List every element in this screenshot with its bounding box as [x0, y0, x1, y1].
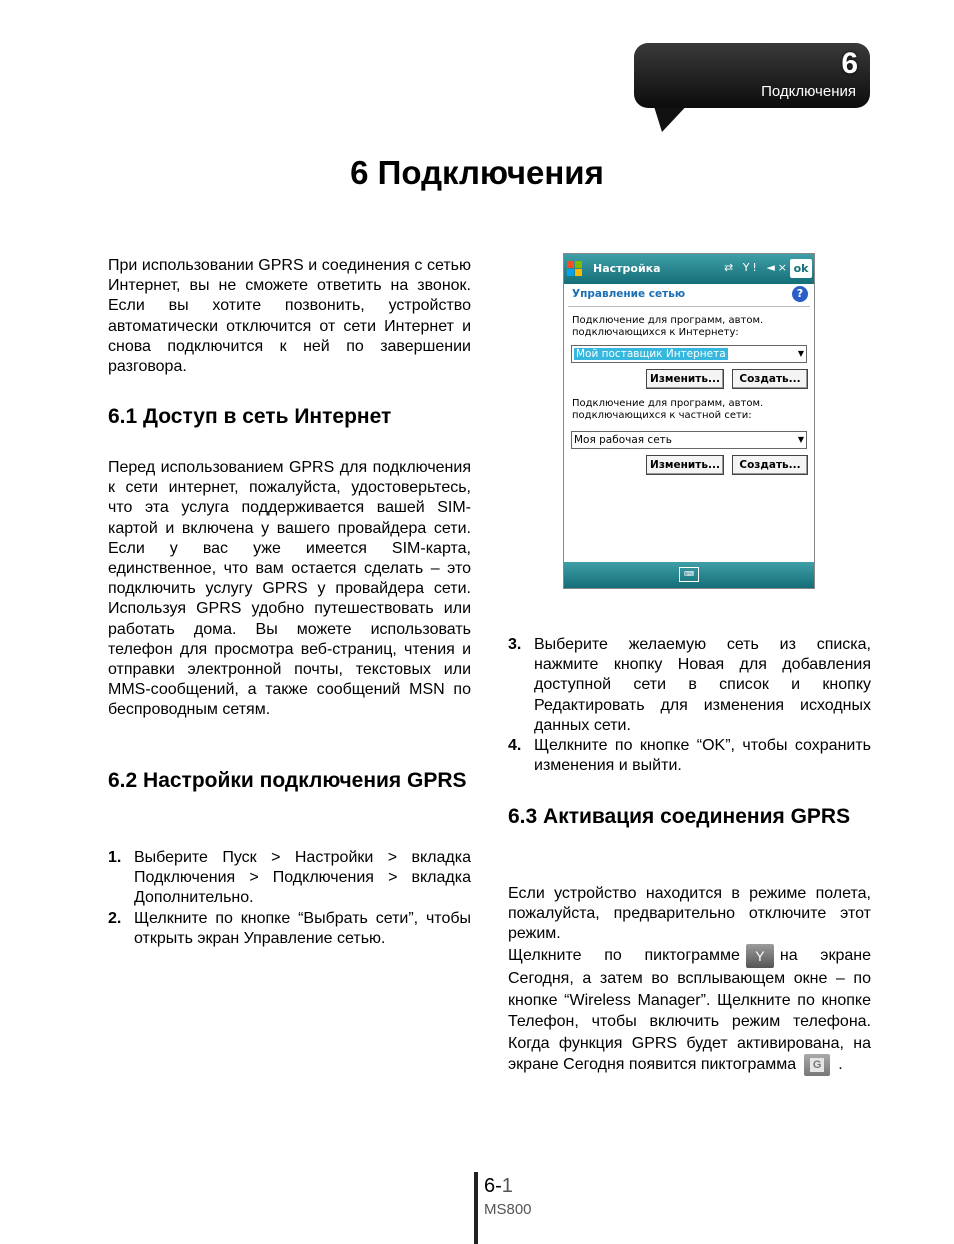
keyboard-icon[interactable]: ⌨ — [679, 567, 699, 582]
chapter-tab — [634, 43, 870, 108]
step-text: Выберите Пуск > Настройки > вкладка Подключения > Подключения > вкладка Дополнительно. — [134, 849, 471, 907]
divider — [568, 306, 810, 307]
device-screenshot — [563, 253, 815, 589]
signal-icon: Y — [746, 944, 774, 968]
device-title-bar — [564, 254, 814, 284]
steps-list-2 — [508, 635, 871, 776]
edit-button[interactable]: Изменить... — [646, 369, 724, 389]
create-button[interactable]: Создать... — [732, 369, 808, 389]
step-number: 2. — [108, 909, 122, 927]
status-icons: ⇄ Y! ◄× — [724, 261, 791, 274]
page-num: 1 — [501, 1175, 513, 1197]
private-select[interactable] — [571, 431, 807, 449]
internet-label: Подключение для программ, автом. подключающихся к Интернету: — [572, 315, 764, 338]
list-item — [508, 635, 871, 736]
p2-part-b: на экране Сегодня, а затем во всплывающем окне – по кнопке “Wireless Manager”. Щелкните по кнопке Телефон, чтобы включить режим телефона. Когда функция GPRS будет активирована, на экране Сегодня появится пиктограмма — [508, 947, 871, 1074]
internet-select[interactable] — [571, 345, 807, 363]
private-label: Подключение для программ, автом. подключающихся к частной сети: — [572, 398, 764, 421]
private-select-value: Моя рабочая сеть — [574, 434, 672, 446]
section-6-1-text: Перед использованием GPRS для подключения к сети интернет, пожалуйста, удостоверьтесь, что эта услуга поддерживается вашей SIM-картой и включена у вашего провайдера сети. Если у вас уже имеется SIM-карта, единственное, что вам остается сделать – это подключить услугу GPRS у провайдера сети. Используя GPRS удобно путешествовать или работать дома. Вы можете использовать телефон для просмотра веб-страниц, чтения и отправки электронной почты, текстовых или MMS-сообщений, а также сообщений MSN по беспроводным сетям. — [108, 459, 471, 719]
p2-part-c: . — [838, 1056, 843, 1074]
model-name: MS800 — [484, 1201, 532, 1218]
chevron-down-icon: ▼ — [797, 349, 804, 358]
internet-select-value: Мой поставщик Интернета — [576, 348, 726, 360]
section-6-2-heading: 6.2 Настройки подключения GPRS — [108, 769, 467, 792]
chevron-down-icon: ▼ — [797, 435, 804, 444]
step-text: Щелкните по кнопке “OK”, чтобы сохранить изменения и выйти. — [534, 737, 871, 775]
section-6-1-heading: 6.1 Доступ в сеть Интернет — [108, 405, 392, 428]
chapter-number: 6 — [841, 47, 858, 80]
ok-button[interactable]: ok — [790, 259, 812, 278]
section-6-3-p1: Если устройство находится в режиме полета, пожалуйста, предварительно отключите этот режим. — [508, 885, 871, 943]
page-prefix: 6- — [484, 1175, 502, 1197]
edit-button[interactable]: Изменить... — [646, 455, 724, 475]
create-button[interactable]: Создать... — [732, 455, 808, 475]
chapter-label: Подключения — [761, 83, 856, 100]
device-title: Настройка — [593, 262, 661, 275]
device-heading: Управление сетью — [572, 288, 686, 300]
p2-part-a: Щелкните по пиктограмме — [508, 947, 740, 965]
section-6-3-heading: 6.3 Активация соединения GPRS — [508, 805, 851, 828]
page-title: 6 Подключения — [350, 154, 604, 191]
help-icon[interactable]: ? — [792, 286, 808, 302]
step-number: 3. — [508, 636, 522, 653]
footer-bar — [474, 1172, 478, 1244]
list-item — [508, 736, 871, 776]
step-text: Выберите желаемую сеть из списка, нажмите кнопку Новая для добавления доступной сети в список и кнопку Редактировать для изменения исходных данных сети. — [534, 636, 871, 734]
device-bottom-bar — [564, 562, 814, 588]
list-item — [108, 909, 471, 949]
list-item — [108, 848, 471, 909]
windows-start-icon — [567, 261, 583, 277]
gprs-icon: G — [804, 1054, 830, 1076]
step-number: 1. — [108, 849, 122, 866]
step-text: Щелкните по кнопке “Выбрать сети”, чтобы открыть экран Управление сетью. — [134, 909, 471, 947]
page-number — [484, 1175, 513, 1198]
steps-list-1 — [108, 848, 471, 949]
intro-paragraph: При использовании GPRS и соединения с сетью Интернет, вы не сможете ответить на звонок. Если вы хотите позвонить, устройство автоматически отключится от сети Интернет и снова подключится к ней по завершении разговора. — [108, 257, 471, 376]
step-number: 4. — [508, 737, 522, 755]
section-6-3-p2 — [508, 944, 871, 1076]
